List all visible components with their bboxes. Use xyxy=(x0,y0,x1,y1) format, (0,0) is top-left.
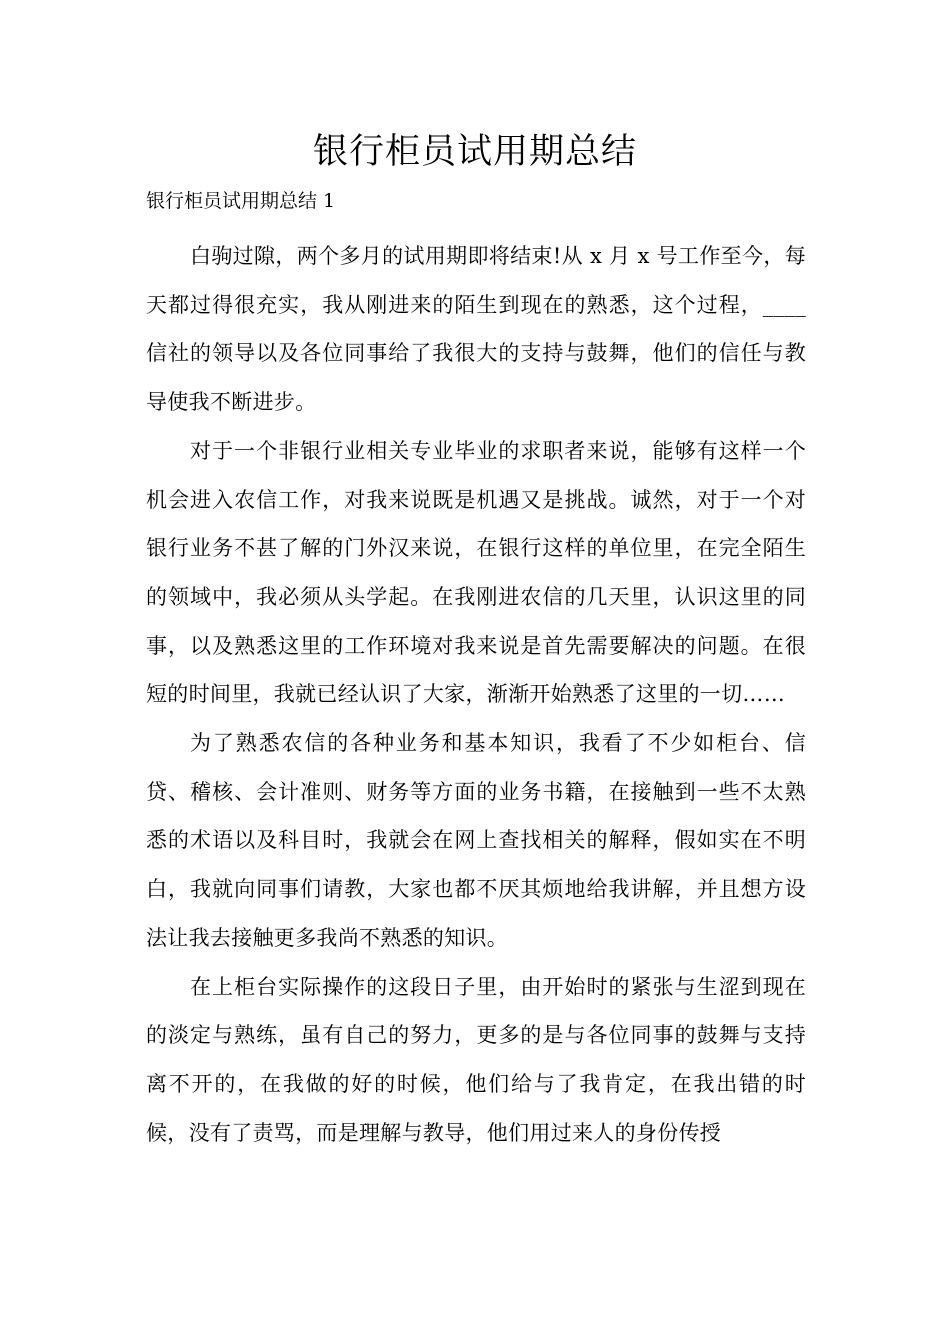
paragraph-1: 白驹过隙，两个多月的试用期即将结束!从 x 月 x 号工作至今，每天都过得很充实，我从刚进来的陌生到现在的熟悉，这个过程，____信社的领导以及各位同事给了我很大的支持与鼓舞，他们的信任与教导使我不断进步。 xyxy=(146,244,806,415)
paragraph-2: 对于一个非银行业相关专业毕业的求职者来说，能够有这样一个机会进入农信工作，对我来说既是机遇又是挑战。诚然，对于一个对银行业务不甚了解的门外汉来说，在银行这样的单位里，在完全陌生的领域中，我必须从头学起。在我刚进农信的几天里，认识这里的同事，以及熟悉这里的工作环境对我来说是首先需要解决的问题。在很短的时间里，我就已经认识了大家，渐渐开始熟悉了这里的一切…… xyxy=(146,438,806,707)
document-subtitle: 银行柜员试用期总结 1 xyxy=(146,190,336,212)
paragraph-3: 为了熟悉农信的各种业务和基本知识，我看了不少如柜台、信贷、稽核、会计准则、财务等方面的业务书籍，在接触到一些不太熟悉的术语以及科目时，我就会在网上查找相关的解释，假如实在不明白，我就向同事们请教，大家也都不厌其烦地给我讲解，并且想方设法让我去接触更多我尚不熟悉的知识。 xyxy=(146,731,806,950)
document-body xyxy=(146,232,806,1157)
paragraph-4: 在上柜台实际操作的这段日子里，由开始时的紧张与生涩到现在的淡定与熟练，虽有自己的努力，更多的是与各位同事的鼓舞与支持离不开的，在我做的好的时候，他们给与了我肯定，在我出错的时候，没有了责骂，而是理解与教导，他们用过来人的身份传授 xyxy=(146,974,806,1145)
document-title: 银行柜员试用期总结 xyxy=(312,132,637,172)
